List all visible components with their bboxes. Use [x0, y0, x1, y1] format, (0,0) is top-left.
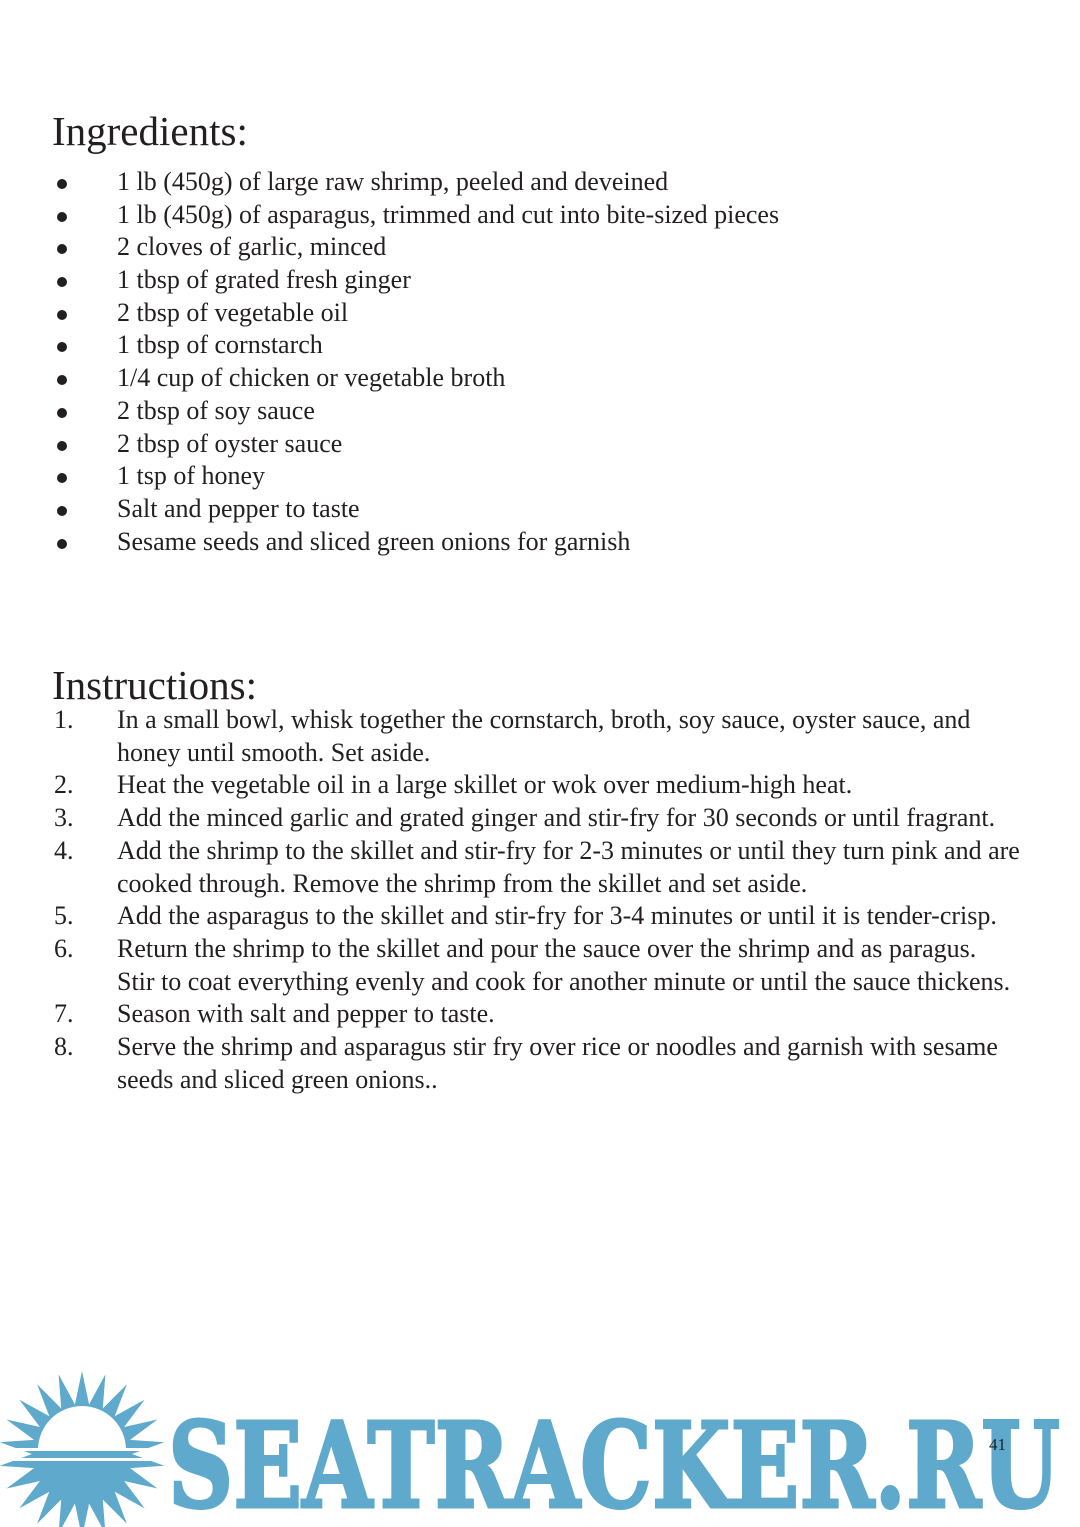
ingredient-text: 1 tbsp of grated fresh ginger [117, 265, 411, 295]
bullet-icon [57, 342, 67, 352]
step-text: Add the asparagus to the skillet and stir-fry for 3-4 minutes or until it is tender-crisp. [117, 901, 997, 931]
step-text: Add the shrimp to the skillet and stir-fry for 2-3 minutes or until they turn pink and are cooked through. Remove the shrimp from the skillet and set aside. [117, 835, 1020, 898]
step-number: 6. [54, 933, 74, 963]
instruction-step [0, 769, 1030, 802]
page-number: 41 [989, 1435, 1006, 1454]
step-text: Serve the shrimp and asparagus stir fry over rice or noodles and garnish with sesame seeds and sliced green onions.. [117, 1032, 998, 1094]
instruction-step [0, 1031, 1030, 1096]
bullet-icon [57, 441, 67, 451]
instructions-heading: Instructions: [52, 662, 257, 708]
ingredient-item [0, 166, 1000, 199]
step-number: 7. [54, 999, 74, 1029]
ingredient-text: 1 tbsp of cornstarch [117, 330, 323, 360]
watermark-logo [0, 1368, 1080, 1527]
ingredient-item [0, 395, 1000, 428]
bullet-icon [57, 408, 67, 418]
ingredient-text: 1/4 cup of chicken or vegetable broth [117, 363, 506, 393]
ingredient-item [0, 199, 1000, 232]
ingredient-text: 2 tbsp of vegetable oil [117, 297, 349, 327]
ingredient-text: 2 tbsp of soy sauce [117, 395, 315, 425]
ingredient-text: 1 lb (450g) of asparagus, trimmed and cut into bite-sized pieces [117, 199, 780, 229]
ingredient-item [0, 231, 1000, 264]
bullet-icon [57, 539, 67, 549]
ingredient-item [0, 297, 1000, 330]
ingredient-item [0, 264, 1000, 297]
step-text: Heat the vegetable oil in a large skillet or wok over medium-high heat. [117, 770, 853, 800]
ingredient-item [0, 362, 1000, 395]
bullet-icon [57, 310, 67, 320]
watermark-text: SEATRACKER.RU [168, 1396, 1060, 1527]
instruction-step [0, 802, 1030, 835]
bullet-icon [57, 179, 67, 189]
step-text: Season with salt and pepper to taste. [117, 999, 495, 1029]
bullet-icon [57, 277, 67, 287]
ingredients-list [0, 166, 1000, 558]
step-number: 8. [54, 1032, 74, 1062]
instruction-step [0, 704, 1030, 769]
ingredient-text: Sesame seeds and sliced green onions for garnish [117, 526, 631, 556]
bullet-icon [57, 375, 67, 385]
ingredient-text: 2 cloves of garlic, minced [117, 232, 387, 262]
instruction-step [0, 835, 1030, 900]
step-number: 2. [54, 770, 74, 800]
step-text: Add the minced garlic and grated ginger and stir-fry for 30 seconds or until fragrant. [117, 803, 996, 833]
step-number: 3. [54, 803, 74, 833]
bullet-icon [57, 506, 67, 516]
step-text: Return the shrimp to the skillet and pour the sauce over the shrimp and as paragus. Stir to coat everything evenly and cook for another minute or until the sauce thickens. [117, 933, 1011, 996]
ingredient-text: 1 lb (450g) of large raw shrimp, peeled and deveined [117, 167, 669, 196]
instructions-list [0, 704, 1030, 1096]
ingredient-item [0, 428, 1000, 461]
step-number: 4. [54, 835, 74, 865]
ingredient-text: 1 tsp of honey [117, 461, 266, 491]
ingredient-item [0, 460, 1000, 493]
ingredient-text: 2 tbsp of oyster sauce [117, 428, 343, 458]
ingredient-text: Salt and pepper to taste [117, 493, 360, 523]
instruction-step [0, 998, 1030, 1031]
ingredient-item [0, 526, 1000, 559]
bullet-icon [57, 244, 67, 254]
instruction-step [0, 933, 1030, 998]
step-number: 1. [54, 705, 74, 734]
step-text: In a small bowl, whisk together the cornstarch, broth, soy sauce, oyster sauce, and honey until smooth. Set aside. [117, 705, 971, 767]
ingredients-heading: Ingredients: [52, 108, 248, 154]
sun-icon [0, 1371, 164, 1527]
ingredient-item [0, 493, 1000, 526]
instruction-step [0, 900, 1030, 933]
bullet-icon [57, 473, 67, 483]
bullet-icon [57, 212, 67, 222]
step-number: 5. [54, 901, 74, 931]
ingredient-item [0, 329, 1000, 362]
